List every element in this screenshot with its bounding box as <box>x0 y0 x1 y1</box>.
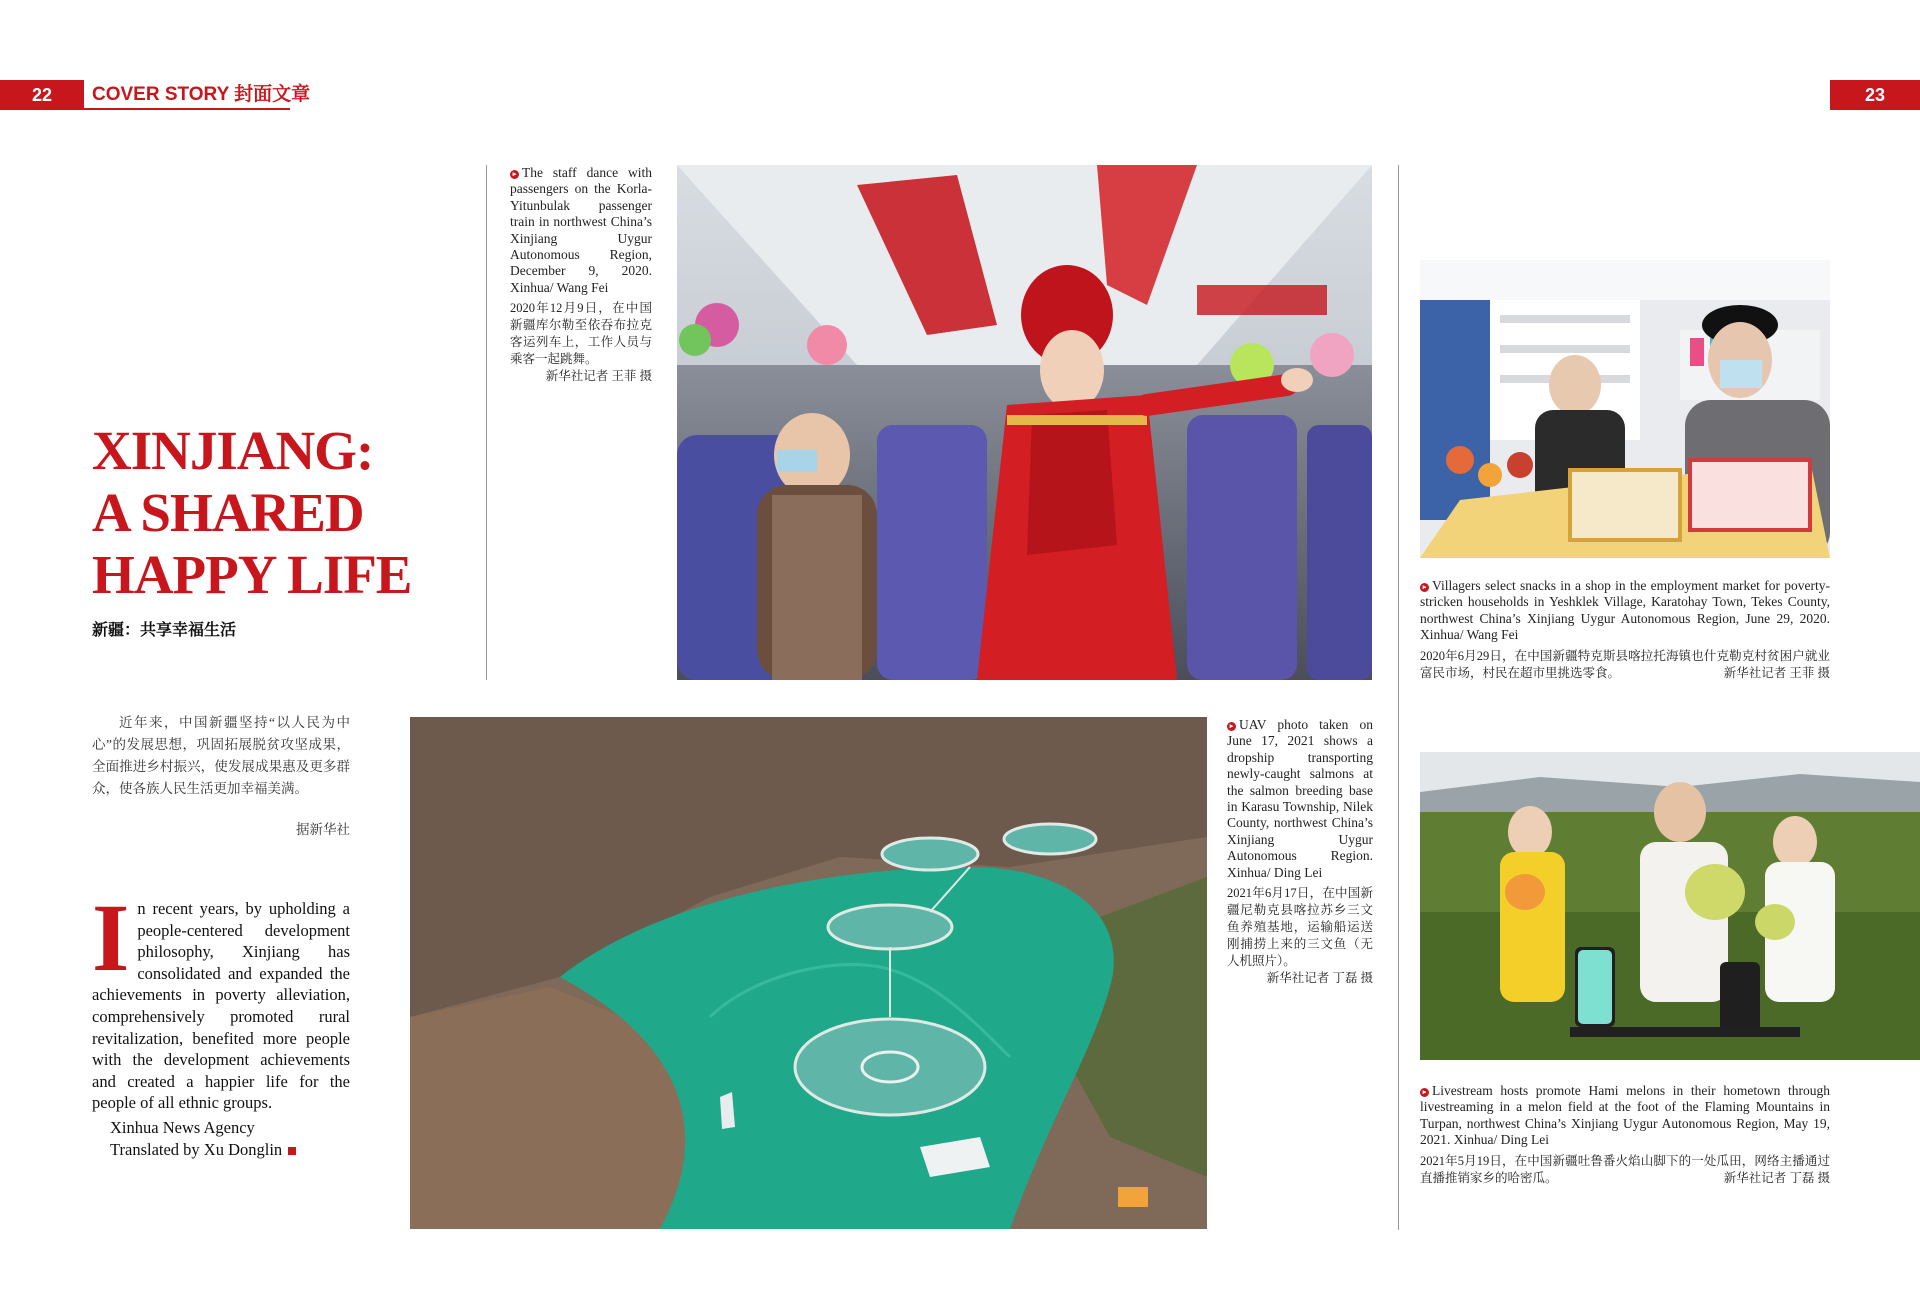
caption-melon <box>1420 1083 1830 1187</box>
header-rule-right <box>1830 108 1920 110</box>
caption-salmon-cn: 2021年6月17日，在中国新疆尼勒克县喀拉苏乡三文鱼养殖基地，运输船运送刚捕捞上来的三文鱼（无人机照片）。 <box>1227 886 1373 969</box>
caption-snacks-credit: 新华社记者 王菲 摄 <box>1723 665 1830 680</box>
caption-melon-en-text: Livestream hosts promote Hami melons in their hometown through livestreaming in a melon field at the foot of the Flaming Mountains in Turpan, northwest China’s Xinjiang Uygur Autonomous Region, May 19, 2021. Xinhua/ Ding Lei <box>1420 1083 1830 1148</box>
caption-salmon <box>1227 717 1373 987</box>
caption-melon-cn <box>1420 1153 1830 1187</box>
caption-train-en <box>510 165 652 296</box>
title-line-3: HAPPY LIFE <box>92 544 412 605</box>
red-arrow-bullet-icon: ▸ <box>1420 583 1429 592</box>
source-en: Xinhua News Agency <box>110 1118 255 1137</box>
intro-source-cn: 据新华社 <box>296 822 350 837</box>
caption-train <box>510 165 652 385</box>
title-line-1: XINJIANG: <box>92 420 374 481</box>
caption-melon-en <box>1420 1083 1830 1149</box>
photo-snacks-shop <box>1420 260 1830 558</box>
caption-snacks-en-text: Villagers select snacks in a shop in the employment market for poverty-stricken households in Yeshklek Village, Karatohay Town, Tekes County, northwest China’s Xinjiang Uygur Autonomous Region, June 29, 2020. Xinhua/ Wang Fei <box>1420 578 1830 643</box>
caption-snacks-cn <box>1420 648 1830 682</box>
translator-en: Translated by Xu Donglin <box>110 1140 283 1159</box>
section-label: COVER STORY 封面文章 <box>92 84 311 105</box>
photo-melon-livestream <box>1420 752 1920 1060</box>
caption-salmon-en <box>1227 717 1373 881</box>
caption-melon-cn-text: 2021年5月19日，在中国新疆吐鲁番火焰山脚下的一处瓜田，网络主播通过直播推销家乡的哈密瓜。 <box>1420 1153 1830 1185</box>
caption-melon-credit: 新华社记者 丁磊 摄 <box>1723 1170 1830 1185</box>
red-square-end-icon <box>288 1147 296 1155</box>
caption-salmon-credit: 新华社记者 丁磊 摄 <box>1266 971 1373 986</box>
title-line-2: A SHARED <box>92 482 364 543</box>
drop-cap: I <box>92 884 130 991</box>
caption-snacks-en <box>1420 578 1830 644</box>
caption-snacks <box>1420 578 1830 682</box>
body-text-content: n recent years, by upholding a people-centered development philosophy, Xinjiang has consolidated and expanded the achievements in poverty alleviation, comprehensively promoted rural revitalization, benefited more people with the development achievements and created a happier life for the people of all ethnic groups. <box>92 899 350 1113</box>
article-title <box>92 420 492 606</box>
left-page-number-text: 22 <box>31 84 53 105</box>
header-rule-left <box>0 108 290 110</box>
red-arrow-bullet-icon: ▸ <box>1227 722 1236 731</box>
right-page-number <box>1830 80 1920 110</box>
gutter-rule <box>1398 165 1399 1230</box>
caption-snacks-cn-text: 2020年6月29日，在中国新疆特克斯县喀拉托海镇也什克勒克村贫困户就业富民市场，村民在超市里挑选零食。 <box>1420 648 1830 680</box>
right-page-number-text: 23 <box>1864 84 1886 105</box>
article-subtitle-cn: 新疆：共享幸福生活 <box>92 622 237 639</box>
red-arrow-bullet-icon: ▸ <box>510 170 519 179</box>
intro-cn: 近年来，中国新疆坚持“以人民为中心”的发展思想，巩固拓展脱贫攻坚成果，全面推进乡村振兴，使发展成果惠及更多群众，使各族人民生活更加幸福美满。 <box>92 715 350 796</box>
red-arrow-bullet-icon: ▸ <box>1420 1088 1429 1097</box>
photo-train-dance <box>677 165 1372 680</box>
photo-salmon-farm <box>410 717 1207 1229</box>
caption-train-en-text: The staff dance with passengers on the Korla-Yitunbulak passenger train in northwest China’s Xinjiang Uygur Autonomous Region, December 9, 2020. Xinhua/ Wang Fei <box>510 165 652 295</box>
left-page-number <box>0 80 84 110</box>
caption-train-cn: 2020年12月9日，在中国新疆库尔勒至依吞布拉克客运列车上，工作人员与乘客一起跳舞。 <box>510 301 652 367</box>
caption-train-credit: 新华社记者 王菲 摄 <box>545 369 652 384</box>
body-text <box>92 884 350 1114</box>
translator-line <box>110 1140 296 1160</box>
caption-salmon-en-text: UAV photo taken on June 17, 2021 shows a dropship transporting newly-caught salmons at the salmon breeding base in Karasu Township, Nilek County, northwest China’s Xinjiang Uygur Autonomous Region. Xinhua/ Ding Lei <box>1227 717 1373 880</box>
